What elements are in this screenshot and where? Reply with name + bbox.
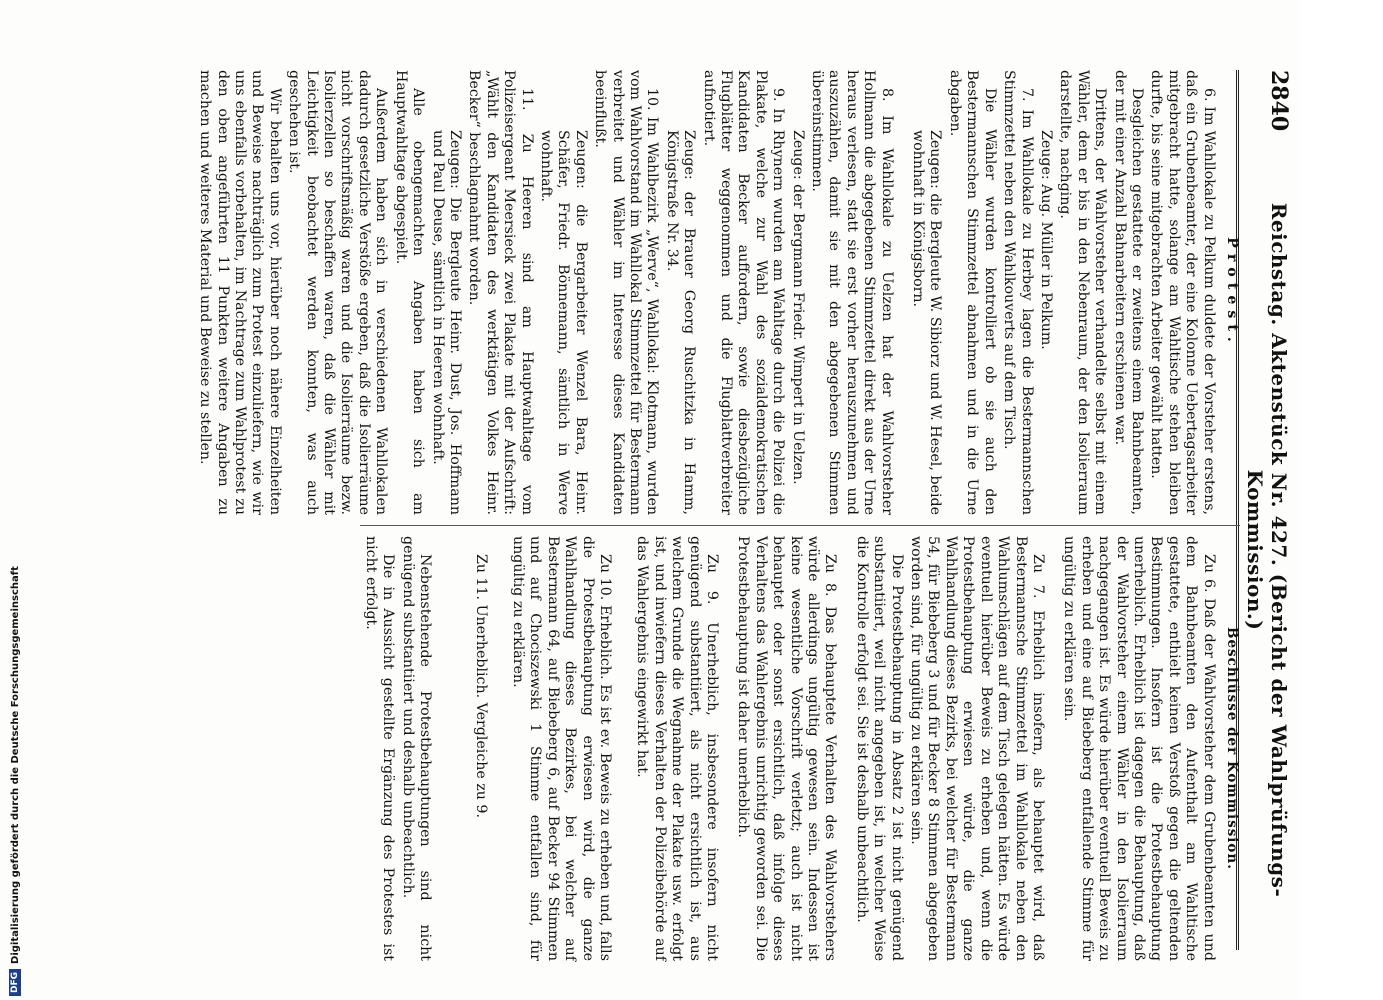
protest-paragraph: 9. In Rhynern wurden am Wahltage durch die Polizei die Plakate, welche zur Wahl des sozialdemokratischen Kandidaten Becker auffordern, sowie diesbezügliche Flugblätter weggenommen und die Flugblattverbreiter aufnotiert. — [700, 70, 787, 515]
protest-paragraph: Außerdem haben sich in verschiedenen Wahllokalen dadurch gesetzliche Verstöße ergeben, daß die Isolierräume nicht vorschriftsmäßig waren und die Isolierräume bezw. Isolierzellen so beschaffen waren, daß die Wähler mit Leichtigkeit beobachtet werden konnten, was auch geschehen ist. — [286, 70, 390, 515]
protest-paragraph: Drittens, der Wahlvorsteher verhandelte selbst mit einem Wähler, dem er bis in den Nebenraum, der den Isolierraum darstellte, nachging. — [1057, 70, 1109, 515]
protest-paragraph: 7. Im Wahllokale zu Herbey lagen die Bestermannschen Stimmzettel neben den Wahlkouverts auf dem Tisch. — [1001, 70, 1035, 515]
protest-paragraph: Alle obengemachten Angaben haben sich am Hauptwahltage abgespielt. — [392, 70, 427, 515]
protest-paragraph: 6. Im Wahllokale zu Pelkum duldete der Vorsteher erstens, daß ein Grubenbeamter, der eine Kolonne Uebertagsarbeiter mitgebracht hatte, solange am Wahltische stehen bleiben durfte, bis seine mitgebrachten Arbeiter gewählt hatten. — [1148, 70, 1217, 515]
decision-paragraph: Zu 10. Erheblich. Es ist ev. Beweis zu erheben und, falls die Protestbehauptung erwiesen wird, die ganze Wahlhandlung dieses Bezirkes, bei welcher auf Bestermann 64, auf Biebeberg 6, auf Becker 94 Stimmen und auf Chociszewski 1 Stimme entfallen sind, für ungültig zu erklären. — [509, 536, 613, 961]
witness-line: Zeuge: der Bergmann Friedr. Wimpert in Uelzen. — [789, 130, 806, 485]
protest-column — [194, 70, 1240, 515]
protest-paragraph: Wir behalten uns vor, hierüber noch nähere Einzelheiten und Beweise nachträglich zum Protest einzuliefern, wie wir uns ebenfalls vorbehalten, im Nachtrage zum Wahlprotest zu den oben angeführten 11 Punkten weitere Angaben zu machen und weiteres Material und Beweise zu stellen. — [197, 70, 283, 515]
decision-paragraph: Zu 8. Das behauptete Verhalten des Wahlvorstehers würde allerdings ungültig gewesen sein. Indessen ist keine wesentliche Vorschrift verletzt; auch ist nicht behauptet oder sonst ersichtlich, daß infolge dieses Verhaltens das Wahlergebnis unrichtig geworden sei. Die Protestbehauptung ist daher unerheblich. — [735, 536, 839, 961]
witness-line: Zeugen: Die Bergleute Heinr. Dust, Jos. Hoffmann und Paul Deuse, sämtlich in Heeren wohnhaft. — [429, 130, 463, 515]
protest-heading: Protest. — [1224, 237, 1240, 348]
page-title: Reichstag. Aktenstück Nr. 427. (Bericht der Wahlprüfungs-Kommission.) — [1243, 202, 1291, 898]
decision-paragraph: Zu 6. Daß der Wahlvorsteher dem Grubenbeamten und dem Bahnbeamten den Aufenthalt am Wahltische gestattete, enthielt keinen Verstoß gegen die geltenden Bestimmungen. Insofern ist die Protestbehauptung unerheblich. Erheblich ist dagegen die Behauptung, daß der Wahlvorsteher einem Wähler in den Isolierraum nachgegangen ist. Es würde hierüber eventuell Beweis zu erheben und eine auf Biebeberg entfallende Stimme für ungültig zu erklären sein. — [1061, 536, 1217, 961]
dfg-footer — [0, 0, 30, 1000]
commission-heading: Beschlüsse der Kommission. — [1224, 627, 1240, 870]
protest-paragraph: Die Wähler wurden kontrolliert ob sie auch den Bestermannschen Stimmzettel abnahmen und in die Urne abgaben. — [946, 70, 998, 515]
protest-paragraph: 10. Im Wahlbezirk „Werve“, Wahllokal: Klotmann, wurden vom Wahlvorstand im Wahllokal Stimmzettel für Bestermann verbreitet und Wähler im Interesse dieses Kandidaten beeinflußt. — [592, 70, 661, 515]
decision-paragraph: Zu 11. Unerheblich. Vergleiche zu 9. — [472, 554, 489, 818]
decision-paragraph: Nebenstehende Protestbehauptungen sind nicht genügend substantiiert und deshalb unbeachtlich. — [399, 536, 434, 961]
decision-paragraph: Zu 9. Unerheblich, insbesondere insofern nicht genügend substantiiert, als nicht ersichtlich ist, aus welchem Grunde die Wegnahme der Plakate usw. erfolgt ist, und inwiefern dieses Verhalten der Polizeibehörde auf das Wahlergebnis eingewirkt hat. — [634, 536, 721, 961]
witness-line: Zeuge: der Brauer Georg Ruschitzka in Hamm, Königstraße Nr. 34. — [663, 130, 698, 515]
protest-paragraph: Desgleichen gestattete er zweitens einem Bahnbeamten, der mit einer Anzahl Bahnarbeitern erschienen war. — [1111, 70, 1145, 515]
witness-line: Zeugen: die Bergarbeiter Wenzel Bara, Heinr. Schäfer, Friedr. Bönnemann, sämtlich in Werve wohnhaft. — [537, 130, 589, 515]
commission-column — [360, 525, 1240, 961]
decision-paragraph: Zu 7. Erheblich insofern, als behauptet wird, daß Bestermannsche Stimmzettel im Wahllokale neben den Wahlumschlägen auf dem Tisch gelegen hätten. Es würde eventuell hierüber Beweis zu erheben und, wenn die Protestbehauptung erwiesen würde, die ganze Wahlhandlung dieses Bezirks, bei welcher für Bestermann 54, für Biebeberg 3 und für Becker 8 Stimmen abgegeben worden sind, für ungültig zu erklären sein. — [908, 536, 1046, 961]
decision-paragraph: Die Protestbehauptung in Absatz 2 ist nicht genügend substantiiert, weil nicht angegeben ist, in welcher Weise die Kontrolle erfolgt sei. Sie ist deshalb unbeachtlich. — [853, 536, 905, 961]
page-header — [1236, 70, 1292, 950]
dfg-logo: DFG — [9, 969, 21, 996]
protest-paragraph: 11. Zu Heeren sind am Hauptwahltage vom Polizeisergeant Meersieck zwei Plakate mit der Aufschrift: „Wählt den Kandidaten des werktätigen Volkes Heinr. Becker“ beschlagnahmt worden. — [466, 70, 535, 515]
footer-text: Digitalisierung gefördert durch die Deutsche Forschungsgemeinschaft — [9, 566, 21, 964]
page-number: 2840 — [1266, 70, 1292, 132]
witness-line: Zeuge: Aug. Müller in Pelkum. — [1037, 130, 1054, 350]
decision-paragraph: Die in Aussicht gestellte Ergänzung des Protestes ist nicht erfolgt. — [362, 536, 397, 961]
witness-line: Zeugen: die Bergleute W. Sibiorz und W. Hesel, beide wohnhaft in Königsborn. — [910, 130, 944, 515]
protest-paragraph: 8. Im Wahllokale zu Uelzen hat der Wahlvorsteher Hollmann die abgegebenen Stimmzettel direkt aus der Urne heraus verlesen, statt sie erst vorher herauszunehmen und auszuzählen, damit sie mit den abgegebenen Stimmen übereinstimmen. — [809, 70, 895, 515]
